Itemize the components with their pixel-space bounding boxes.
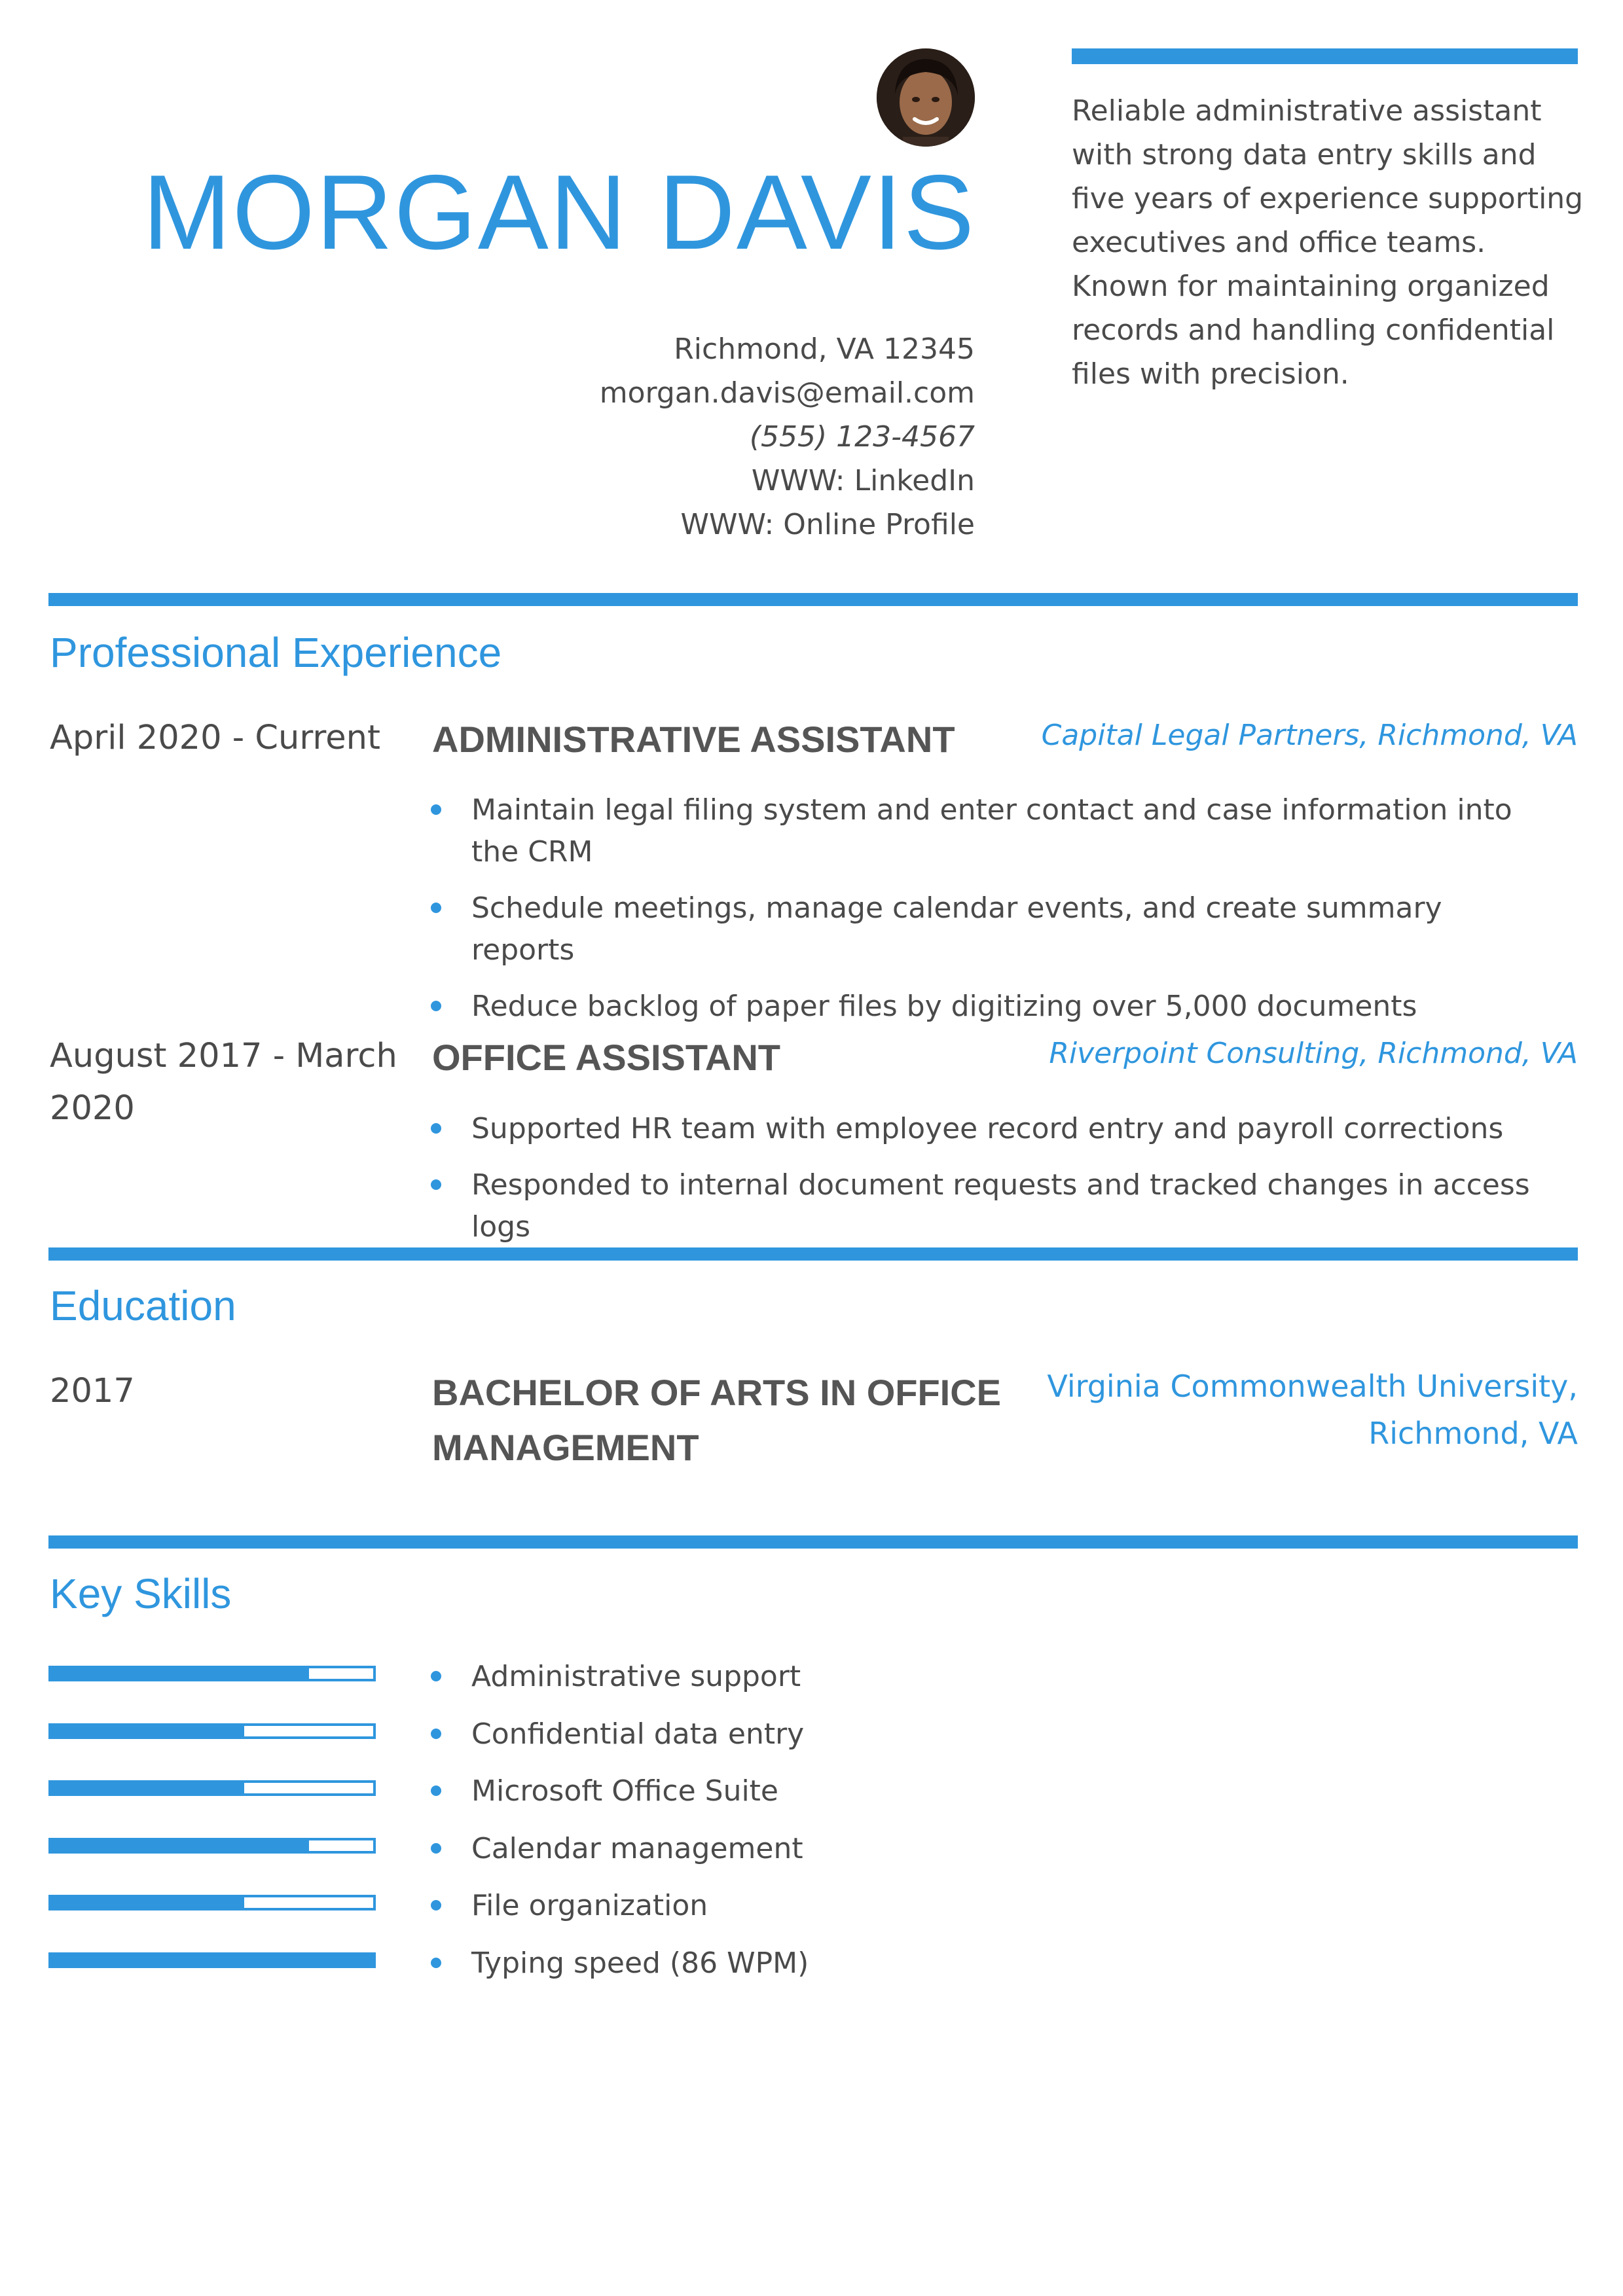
degree: BACHELOR OF ARTS IN OFFICE MANAGEMENT — [432, 1372, 1002, 1468]
skill-level-bar — [48, 1780, 376, 1796]
skill-item: File organization — [427, 1885, 1213, 1927]
skill-level-fill — [51, 1955, 373, 1965]
phone: (555) 123-4567 — [749, 420, 975, 454]
email-link[interactable]: morgan.davis@email.com — [599, 376, 975, 410]
skill-item: Microsoft Office Suite — [427, 1770, 1213, 1812]
skill-level-fill — [51, 1726, 244, 1736]
job-title: OFFICE ASSISTANT — [432, 1037, 780, 1078]
skill-level-fill — [51, 1783, 244, 1793]
experience-section-title: Professional Experience — [50, 629, 502, 676]
list-item: Maintain legal filing system and enter contact and case information into the CRM — [427, 789, 1553, 873]
job-dates: April 2020 - Current — [50, 719, 380, 757]
list-item: Supported HR team with employee record entry and payroll corrections — [427, 1108, 1566, 1150]
list-item: Reduce backlog of paper files by digitizing over 5,000 documents — [427, 986, 1553, 1028]
list-item: Responded to internal document requests and tracked changes in access logs — [427, 1164, 1566, 1248]
skill-level-bar — [48, 1952, 376, 1968]
education-year: 2017 — [50, 1372, 135, 1410]
profile-photo-icon — [877, 48, 975, 147]
job-title: ADMINISTRATIVE ASSISTANT — [432, 719, 955, 760]
skill-level-fill — [51, 1668, 309, 1679]
summary-text: Reliable administrative assistant with strong data entry skills and five years of experience supporting executives and office teams. Known for maintaining organized records and handling confidential files with precision. — [1072, 94, 1584, 391]
skills-section-title: Key Skills — [50, 1570, 232, 1617]
skill-item: Confidential data entry — [427, 1713, 1213, 1755]
job-company: Capital Legal Partners, Richmond, VA — [1041, 719, 1578, 752]
contact-info — [600, 327, 975, 547]
school-name: Virginia Commonwealth University, — [1047, 1369, 1578, 1404]
job-bullets — [427, 1108, 1566, 1248]
summary-divider — [1072, 48, 1578, 64]
online-profile-link[interactable]: WWW: Online Profile — [680, 508, 975, 541]
list-item: Schedule meetings, manage calendar events, and create summary reports — [427, 888, 1553, 971]
section-divider — [48, 593, 1578, 606]
job-bullets — [427, 789, 1553, 1028]
job-dates: August 2017 - March 2020 — [50, 1037, 397, 1128]
skill-level-bar — [48, 1666, 376, 1681]
section-divider — [48, 1535, 1578, 1549]
linkedin-link[interactable]: WWW: LinkedIn — [751, 464, 975, 497]
school-location: Richmond, VA — [1368, 1416, 1578, 1451]
education-section-title: Education — [50, 1282, 236, 1329]
skill-item: Calendar management — [427, 1828, 1213, 1870]
job-company: Riverpoint Consulting, Richmond, VA — [1049, 1037, 1578, 1070]
skill-item: Administrative support — [427, 1656, 1213, 1698]
section-divider — [48, 1247, 1578, 1261]
skill-item: Typing speed (86 WPM) — [427, 1943, 1213, 1984]
avatar — [877, 48, 975, 147]
skill-level-bar — [48, 1895, 376, 1910]
candidate-name: MORGAN DAVIS — [142, 153, 976, 272]
skills-list — [427, 1656, 1213, 1984]
skill-level-bar — [48, 1723, 376, 1739]
skill-level-fill — [51, 1840, 309, 1851]
address: Richmond, VA 12345 — [674, 332, 975, 366]
skill-level-bar — [48, 1838, 376, 1854]
skill-level-fill — [51, 1897, 244, 1908]
school — [1047, 1363, 1578, 1457]
